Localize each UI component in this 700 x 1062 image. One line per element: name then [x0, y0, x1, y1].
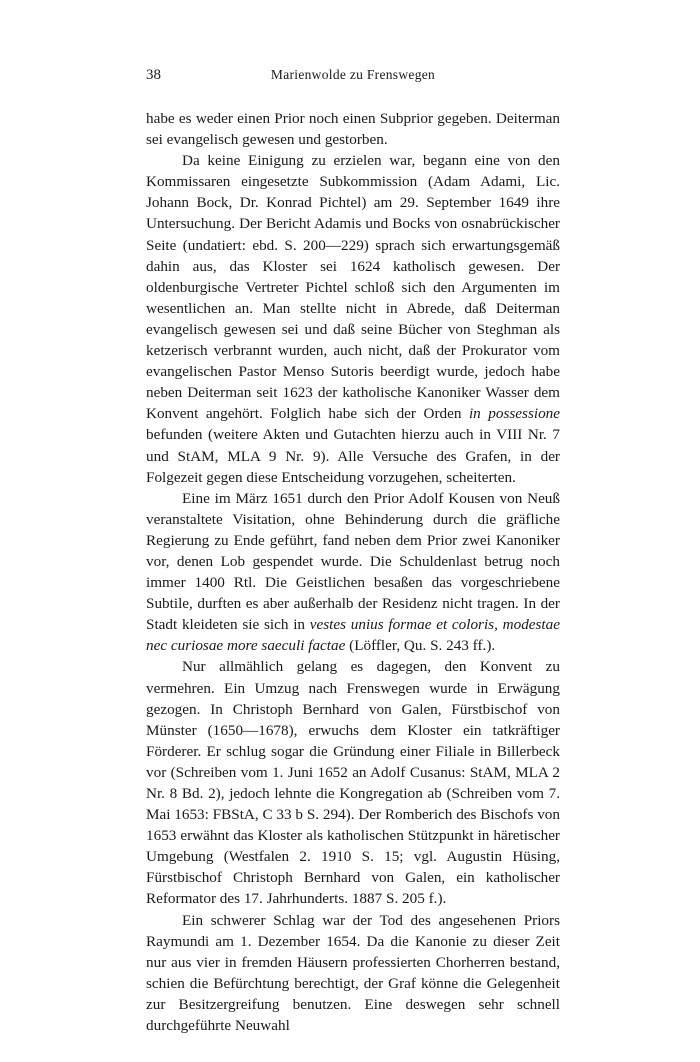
page-number: 38 [146, 67, 161, 83]
text-segment: habe es weder einen Prior noch einen Subprior gegeben. Deiterman sei evangelisch gewesen und gestorben. [146, 110, 560, 149]
paragraph [146, 910, 560, 1037]
italic-text: in possessione [468, 405, 560, 423]
text-segment: Da keine Einigung zu erzielen war, begann eine von den Kommissaren eingesetzte Subkommission (Adam Adami, Lic. Johann Bock, Dr. Konrad Pichtel) am 29. September 1649 ihre Untersuchung. Der Bericht Adamis und Bocks von osnabrückischer Seite (undatiert: ebd. S. 200—229) sprach sich erwartungsgemäß dahin aus, das Kloster sei 1624 katholisch gewesen. Der oldenburgische Vertreter Pichtel schloß sich den Argumenten im wesentlichen an. Man stellte nicht in Abrede, daß Deiterman evangelisch gewesen sei und daß seine Bücher von Steghman als ketzerisch verbrannt wurden, auch nicht, daß der Prokurator vom evangelischen Pastor Menso Sutoris beerdigt wurde, jedoch habe neben Deiterman seit 1623 der katholische Kanoniker Wasser dem Konvent angehört. Folglich habe sich der Orden [146, 152, 560, 423]
paragraph [146, 656, 560, 909]
body-text [146, 108, 560, 1036]
text-segment: befunden (weitere Akten und Gutachten hierzu auch in VIII Nr. 7 und StAM, MLA 9 Nr. 9). Alle Versuche des Grafen, in der Folgezeit gegen diese Entscheidung vorzugehen, scheiterten. [146, 426, 560, 486]
text-segment: Ein schwerer Schlag war der Tod des angesehenen Priors Raymundi am 1. Dezember 1654. Da die Kanonie zu dieser Zeit nur aus vier in fremden Häusern professierten Chorherren bestand, schien die Befürchtung berechtigt, der Graf könne die Gelegenheit zur Besitzergreifung benutzen. Eine deswegen sehr schnell durchgeführte Neuwahl [146, 911, 560, 1035]
paragraph [146, 488, 560, 657]
page-header [146, 66, 560, 84]
running-title: Marienwolde zu Frenswegen [270, 67, 436, 82]
text-segment: (Löffler, Qu. S. 243 ff.). [345, 637, 496, 655]
italic-text: vestes unius formae et coloris, modestae nec curiosae more saeculi factae [146, 616, 560, 655]
paragraph [146, 150, 560, 488]
text-segment: Nur allmählich gelang es dagegen, den Konvent zu vermehren. Ein Umzug nach Frenswegen wurde in Erwägung gezogen. In Christoph Bernhard von Galen, Fürstbischof von Münster (1650—1678), erwuchs dem Kloster ein tatkräftiger Förderer. Er schlug sogar die Gründung einer Filiale in Billerbeck vor (Schreiben vom 1. Juni 1652 an Adolf Cusanus: StAM, MLA 2 Nr. 8 Bd. 2), jedoch lehnte die Kongregation ab (Schreiben vom 7. Mai 1653: FBStA, C 33 b S. 294). Der Romberich des Bischofs von 1653 erwähnt das Kloster als katholischen Stützpunkt in häretischer Umgebung (Westfalen 2. 1910 S. 15; vgl. Augustin Hüsing, Fürstbischof Christoph Bernhard von Galen, ein katholischer Reformator des 17. Jahrhunderts. 1887 S. 205 f.). [146, 658, 560, 908]
paragraph [146, 108, 560, 150]
text-segment: Eine im März 1651 durch den Prior Adolf Kousen von Neuß veranstaltete Visitation, ohne Behinderung durch die gräfliche Regierung zu Ende geführt, fand neben dem Prior zwei Kanoniker vor, denen Lob gespendet wurde. Die Schuldenlast betrug noch immer 1400 Rtl. Die Geistlichen besaßen das vorgeschriebene Subtile, durften es aber außerhalb der Residenz nicht tragen. In der Stadt kleideten sie sich in [146, 489, 560, 634]
